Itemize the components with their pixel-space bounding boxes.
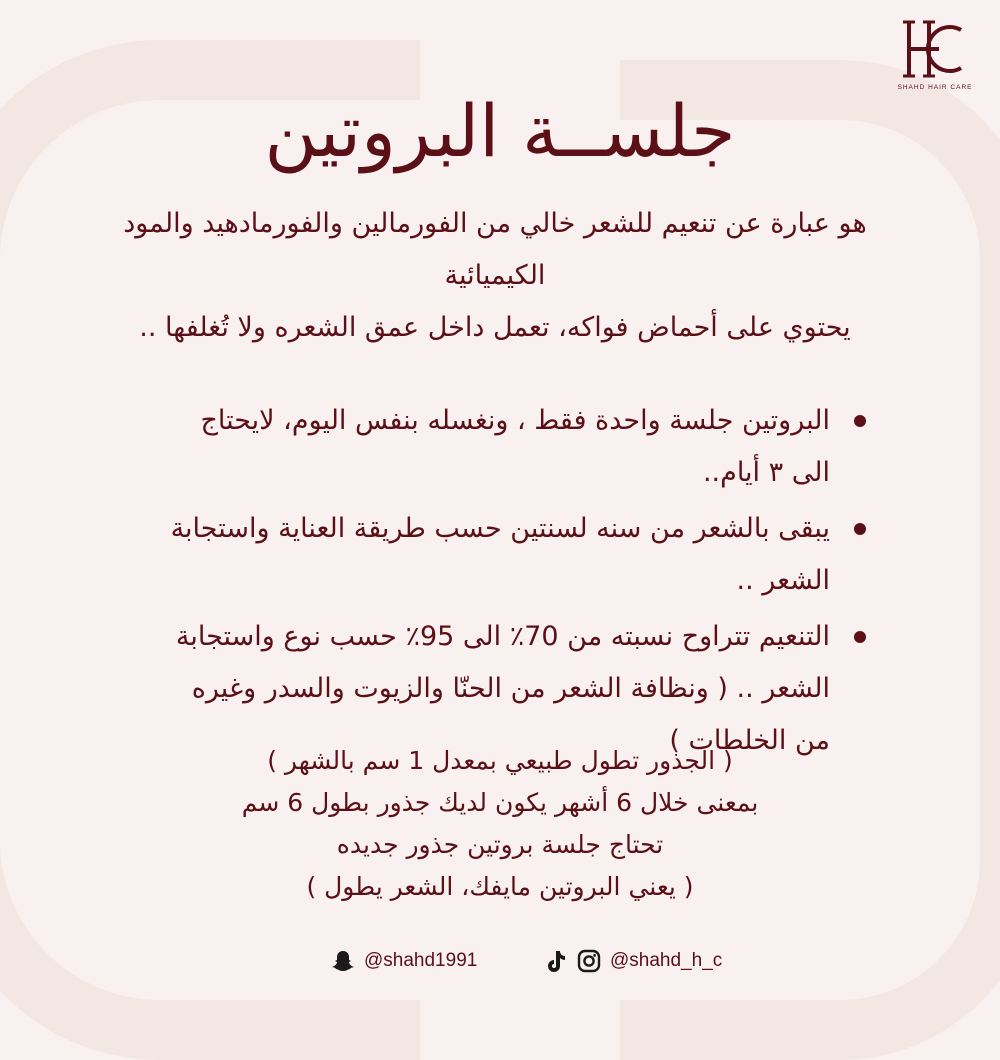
note-line: تحتاج جلسة بروتين جذور جديده (336, 830, 664, 859)
intro-section (105, 198, 885, 354)
instagram-icon (576, 948, 602, 974)
instagram-handle: @shahd_h_c (610, 950, 723, 971)
roots-note (150, 740, 850, 908)
intro-paragraph: هو عبارة عن تنعيم للشعر خالي من الفورمالين والفورمادهيد والمود الكيميائية (123, 208, 867, 291)
bullet-text: التنعيم تتراوح نسبته من 70٪ الى 95٪ حسب نوع واستجابة الشعر .. ( ونظافة الشعر من الحنّا والزيوت والسدر وغيره من الخلطات ) (175, 621, 830, 756)
note-line: ( يعني البروتين مايفك، الشعر يطول ) (306, 872, 694, 901)
social-footer (330, 948, 750, 980)
snapchat-handle: @shahd1991 (364, 950, 478, 971)
bullet-text: البروتين جلسة واحدة فقط ، ونغسله بنفس اليوم، لايحتاج الى ٣ أيام.. (200, 405, 830, 488)
hc-monogram-icon (899, 18, 971, 80)
page-title: جلســة البروتين (264, 89, 736, 173)
bullet-dot-icon (854, 523, 866, 535)
bullet-item (160, 503, 860, 607)
snapchat-icon (330, 948, 356, 974)
bullet-dot-icon (854, 415, 866, 427)
bullet-dot-icon (854, 631, 866, 643)
note-line: ( الجذور تطول طبيعي بمعدل 1 سم بالشهر ) (267, 746, 733, 775)
snapchat-link[interactable] (330, 948, 477, 974)
tiktok-icon (542, 948, 568, 974)
tiktok-instagram-link[interactable] (542, 948, 722, 974)
bullet-text: يبقى بالشعر من سنه لسنتين حسب طريقة العناية واستجابة الشعر .. (170, 513, 830, 596)
intro-paragraph: يحتوي على أحماض فواكه، تعمل داخل عمق الشعره ولا تُغلفها .. (139, 312, 851, 343)
bullet-list (160, 395, 860, 771)
brand-tagline: SHAHD HAIR CARE (897, 84, 973, 91)
note-line: بمعنى خلال 6 أشهر يكون لديك جذور بطول 6 سم (241, 788, 759, 817)
brand-logo (892, 18, 978, 91)
bullet-item (160, 395, 860, 499)
